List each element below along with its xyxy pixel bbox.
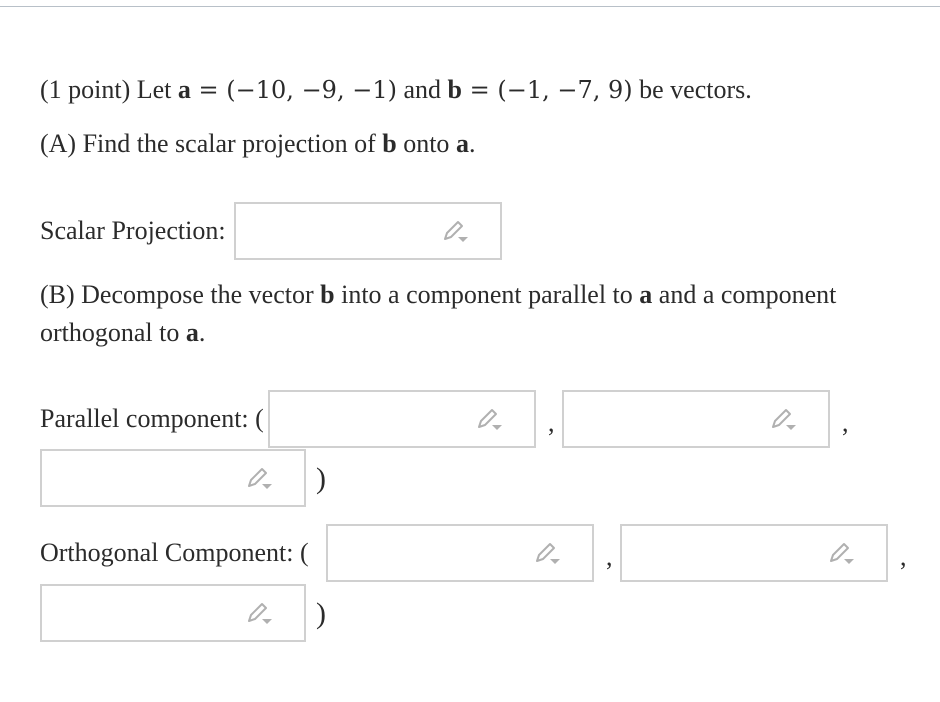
pencil-icon[interactable] bbox=[534, 542, 564, 566]
comma-separator: , bbox=[548, 408, 555, 437]
close-paren: ) bbox=[316, 597, 326, 630]
part-b-line2-suffix: . bbox=[198, 318, 206, 347]
and-text: and bbox=[396, 75, 448, 104]
pencil-icon[interactable] bbox=[828, 542, 858, 566]
pencil-icon[interactable] bbox=[442, 220, 472, 244]
parallel-y-input[interactable] bbox=[562, 390, 830, 448]
vector-a-value: (−10, −9, −1) bbox=[226, 76, 397, 104]
orthogonal-x-input[interactable] bbox=[326, 524, 594, 582]
parallel-component-label: Parallel component: ( bbox=[40, 404, 264, 433]
part-b-line2-prefix: orthogonal to bbox=[40, 318, 186, 347]
part-b-prefix: (B) Decompose the vector bbox=[40, 280, 321, 309]
orthogonal-z-input[interactable] bbox=[40, 584, 306, 642]
orthogonal-y-input[interactable] bbox=[620, 524, 888, 582]
part-b-middle: into a component parallel to bbox=[334, 280, 640, 309]
pencil-icon[interactable] bbox=[770, 408, 800, 432]
intro-suffix: be vectors. bbox=[632, 75, 752, 104]
part-a-var-a: a bbox=[455, 129, 469, 158]
part-b-var-b: b bbox=[320, 280, 335, 309]
parallel-x-input[interactable] bbox=[268, 390, 536, 448]
pencil-icon[interactable] bbox=[476, 408, 506, 432]
parallel-z-input[interactable] bbox=[40, 449, 306, 507]
part-a-suffix: . bbox=[468, 129, 476, 158]
scalar-projection-label: Scalar Projection: bbox=[40, 216, 226, 245]
part-a-question bbox=[40, 129, 475, 159]
part-b-suffix: and a component bbox=[652, 280, 837, 309]
top-divider bbox=[0, 6, 940, 7]
part-a-prefix: (A) Find the scalar projection of bbox=[40, 129, 383, 158]
equals-sign: = bbox=[190, 76, 227, 104]
part-a-var-b: b bbox=[382, 129, 397, 158]
part-a-middle: onto bbox=[396, 129, 456, 158]
part-b-var-a: a bbox=[639, 280, 653, 309]
vector-b-value: (−1, −7, 9) bbox=[497, 76, 633, 104]
intro-prefix: (1 point) Let bbox=[40, 75, 178, 104]
var-a: a bbox=[177, 75, 191, 104]
pencil-icon[interactable] bbox=[246, 467, 276, 491]
part-b-question-line2 bbox=[40, 318, 205, 348]
orthogonal-component-label: Orthogonal Component: ( bbox=[40, 538, 309, 567]
scalar-projection-input[interactable] bbox=[234, 202, 502, 260]
equals-sign-2: = bbox=[461, 76, 498, 104]
comma-separator: , bbox=[900, 542, 907, 571]
comma-separator: , bbox=[606, 542, 613, 571]
pencil-icon[interactable] bbox=[246, 602, 276, 626]
var-b: b bbox=[447, 75, 462, 104]
part-b-var-a2: a bbox=[185, 318, 199, 347]
close-paren: ) bbox=[316, 462, 326, 495]
part-b-question-line1 bbox=[40, 280, 836, 310]
problem-statement bbox=[40, 75, 752, 105]
comma-separator: , bbox=[842, 408, 849, 437]
